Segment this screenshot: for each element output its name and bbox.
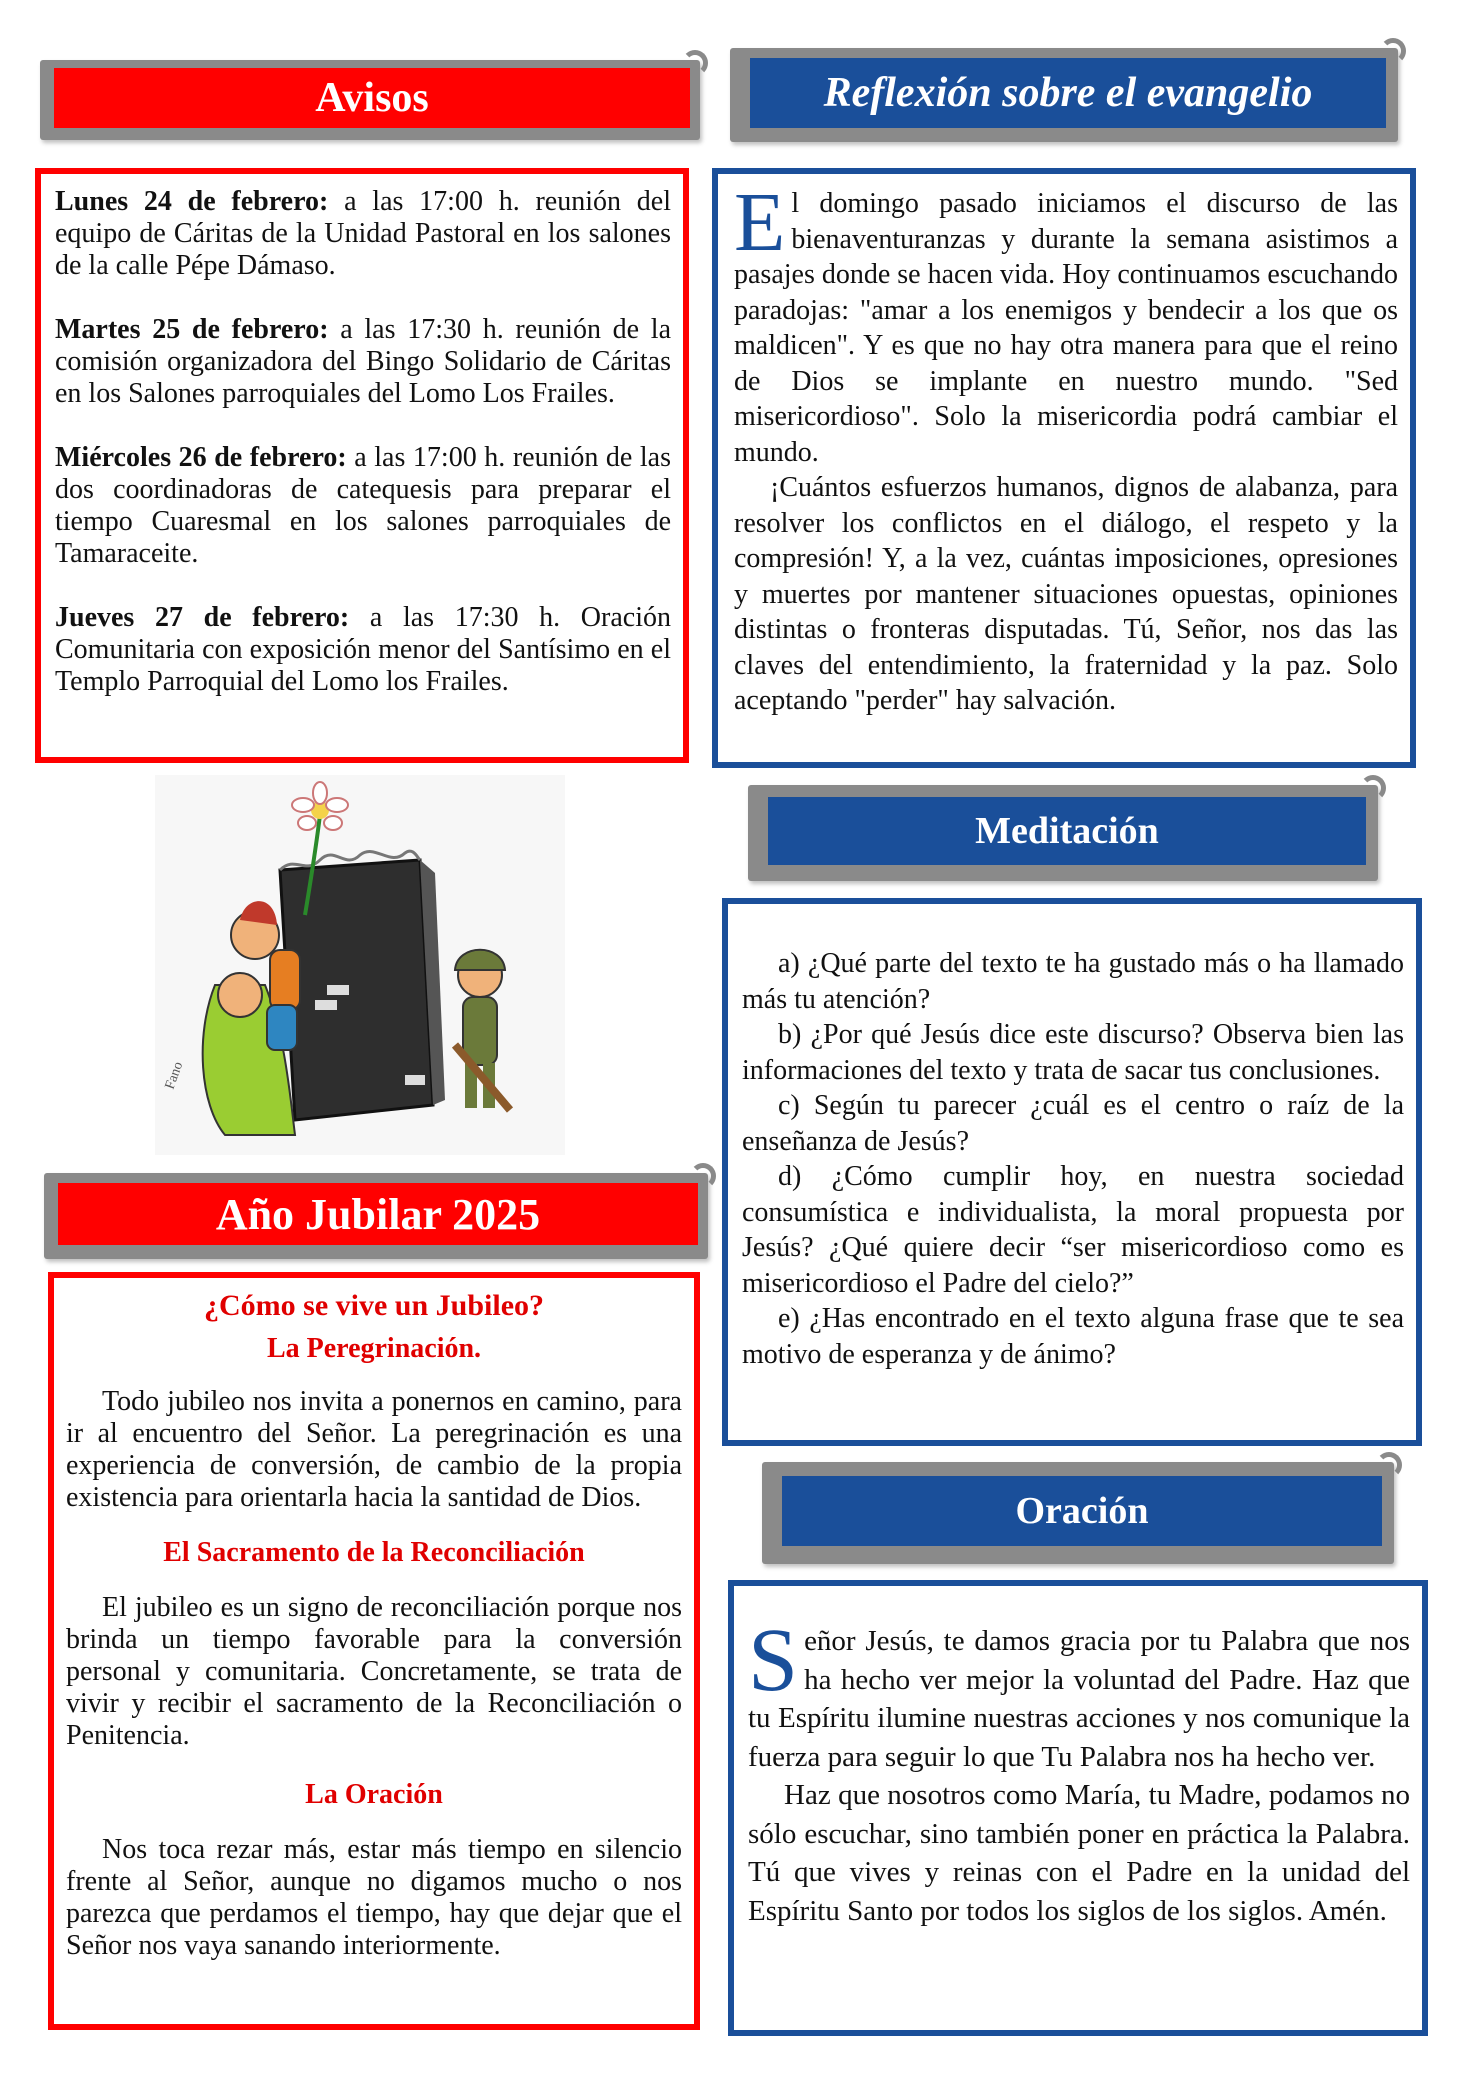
- meditacion-question: b) ¿Por qué Jesús dice este discurso? Observa bien las informaciones del texto y trata de sacar tus conclusiones.: [742, 1019, 1404, 1086]
- section-text: Nos toca rezar más, estar más tiempo en silencio frente al Señor, aunque no digamos mucho o nos parezca que perdamos el tiempo, hay que dejar que el Señor nos vaya sanando interiormente.: [66, 1834, 682, 1961]
- meditacion-question: a) ¿Qué parte del texto te ha gustado más o ha llamado más tu atención?: [742, 948, 1404, 1015]
- meditacion-banner: [748, 785, 1378, 881]
- reflexion-para2: ¡Cuántos esfuerzos humanos, dignos de alabanza, para resolver los conflictos en el diálogo, el respeto y la compresión! Y, a la vez, cuántas imposiciones, opresiones y muertes por mantener situaciones opuestas, opiniones distintas o fronteras disputadas. Tú, Señor, nos das las claves del entendimiento, la fraternidad y la paz. Solo aceptando "perder" hay salvación.: [734, 472, 1398, 716]
- reflexion-title: Reflexión sobre el evangelio: [823, 70, 1313, 116]
- dropcap-e: E: [734, 176, 786, 269]
- meditacion-question: e) ¿Has encontrado en el texto alguna frase que te sea motivo de esperanza y de ánimo?: [742, 1303, 1404, 1370]
- wall-flower-illustration: [155, 775, 565, 1155]
- aviso-day: Miércoles 26 de febrero:: [55, 442, 347, 473]
- jubilar-heading: ¿Cómo se vive un Jubileo?: [203, 1289, 545, 1322]
- reflexion-banner: [730, 48, 1398, 142]
- aviso-day: Martes 25 de febrero:: [55, 314, 329, 345]
- illustration-svg: [155, 775, 565, 1155]
- jubilar-banner: [44, 1173, 708, 1259]
- aviso-day: Jueves 27 de febrero:: [55, 602, 350, 633]
- oracion-banner: [762, 1462, 1394, 1564]
- aviso-item: [55, 186, 671, 282]
- section-title: La Peregrinación.: [266, 1333, 482, 1364]
- aviso-text: a las 17:00 h. reunión del equipo de Cáritas de la Unidad Pastoral en los salones de la calle Pépe Dámaso.: [55, 186, 671, 281]
- aviso-day: Lunes 24 de febrero:: [55, 186, 329, 217]
- reflexion-box: [712, 168, 1416, 768]
- oracion-para: [748, 1611, 1410, 1776]
- section-text: El jubileo es un signo de reconciliación porque nos brinda un tiempo favorable para la conversión personal y comunitaria. Concretamente, se trata de vivir y recibir el sacramento de la Reconciliación o Penitencia.: [66, 1592, 682, 1751]
- meditacion-box: [722, 898, 1422, 1446]
- illustration-signature: Fano: [162, 1059, 187, 1092]
- section-title: La Oración: [305, 1779, 443, 1810]
- avisos-box: [35, 168, 689, 763]
- aviso-text: a las 17:30 h. Oración Comunitaria con exposición menor del Santísimo en el Templo Parroquial del Lomo los Frailes.: [55, 602, 671, 697]
- jubilar-box: [48, 1272, 700, 2030]
- avisos-title: Avisos: [315, 75, 429, 121]
- aviso-item: [55, 442, 671, 570]
- meditacion-title: Meditación: [975, 810, 1159, 852]
- oracion-title: Oración: [1015, 1490, 1149, 1532]
- reflexion-para1: l domingo pasado iniciamos el discurso de las bienaventuranzas y durante la semana asistimos a pasajes donde se hacen vida. Hoy continuamos escuchando paradojas: "amar a los enemigos y bendecir a los que os maldicen". Y es que no hay otra manera para que el reino de Dios se implante en nuestro mundo. "Sed misericordioso". Solo la misericordia podrá cambiar el mundo.: [734, 188, 1399, 468]
- dropcap-s: S: [748, 1611, 799, 1710]
- aviso-item: [55, 602, 671, 698]
- aviso-item: [55, 314, 671, 410]
- oracion-para1: eñor Jesús, te damos gracia por tu Palabra que nos ha hecho ver mejor la voluntad del Padre. Haz que tu Espíritu ilumine nuestras acciones y nos comunique la fuerza para seguir lo que Tu Palabra nos ha hecho ver.: [748, 1625, 1410, 1773]
- oracion-box: [728, 1580, 1428, 2036]
- avisos-banner: [40, 60, 700, 140]
- aviso-text: a las 17:00 h. reunión de las dos coordinadoras de catequesis para preparar el tiempo Cuaresmal en los salones parroquiales de Tamaraceite.: [55, 442, 672, 569]
- section-title: El Sacramento de la Reconciliación: [163, 1537, 585, 1568]
- aviso-text: a las 17:30 h. reunión de la comisión organizadora del Bingo Solidario de Cáritas en los Salones parroquiales del Lomo Los Frailes.: [55, 314, 671, 409]
- jubilar-title: Año Jubilar 2025: [215, 1189, 541, 1239]
- reflexion-para: [734, 176, 1399, 470]
- meditacion-question: c) Según tu parecer ¿cuál es el centro o raíz de la enseñanza de Jesús?: [742, 1090, 1404, 1157]
- meditacion-question: d) ¿Cómo cumplir hoy, en nuestra sociedad consumística e individualista, la moral propuesta por Jesús? ¿Qué quiere decir “ser misericordioso como es misericordioso el Padre del cielo?”: [742, 1161, 1404, 1299]
- oracion-para2: Haz que nosotros como María, tu Madre, podamos no sólo escuchar, sino también poner en práctica la Palabra. Tú que vives y reinas con el Padre en la unidad del Espíritu Santo por todos los siglos de los siglos. Amén.: [748, 1779, 1410, 1927]
- section-text: Todo jubileo nos invita a ponernos en camino, para ir al encuentro del Señor. La peregrinación es una experiencia de conversión, de cambio de la propia existencia para orientarla hacia la santidad de Dios.: [66, 1386, 682, 1513]
